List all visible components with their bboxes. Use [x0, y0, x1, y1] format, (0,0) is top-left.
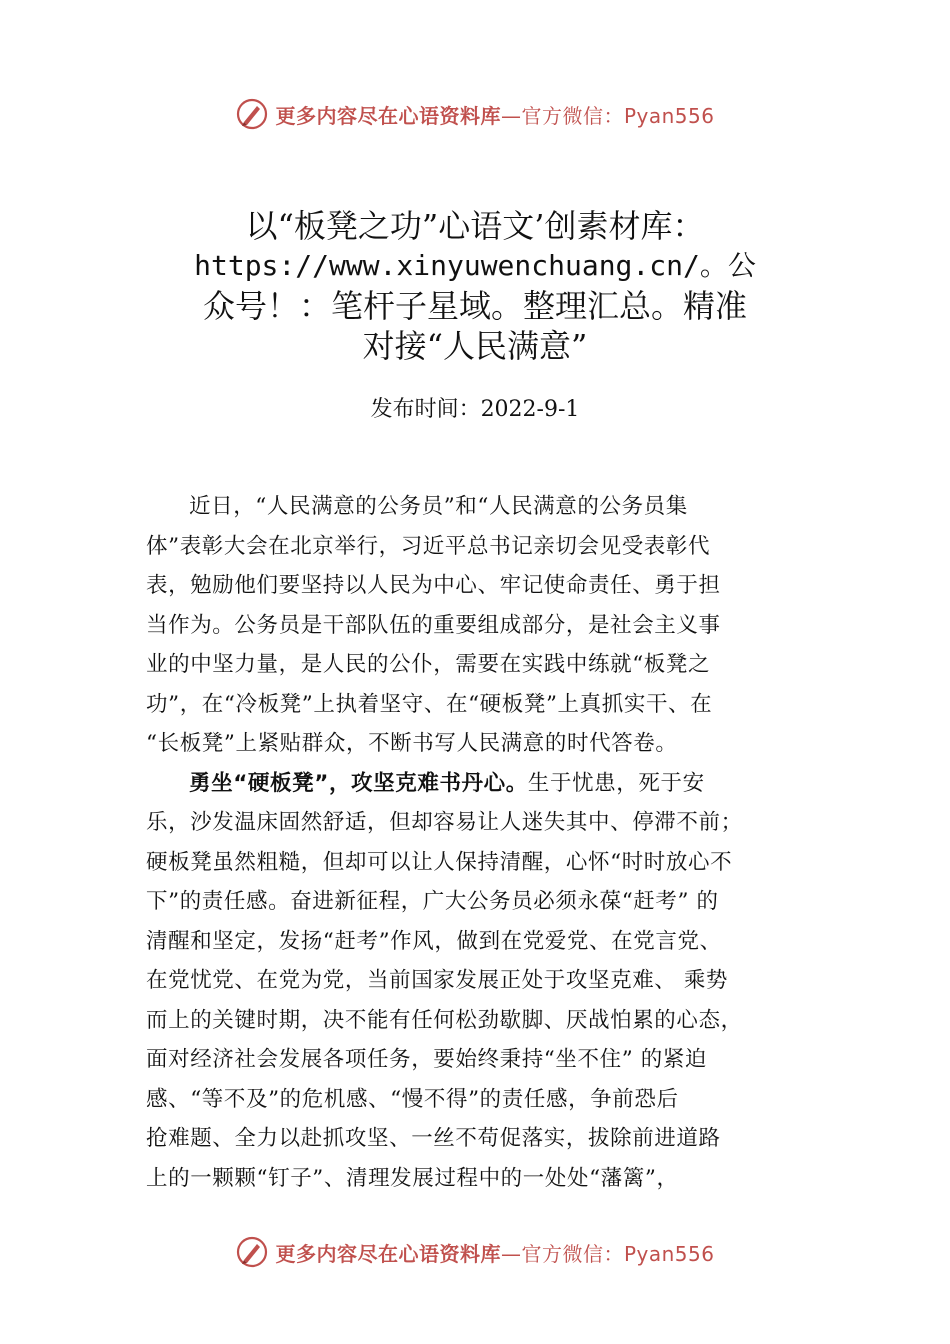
paragraph-2-line: 在党忧党、在党为党，当前国家发展正处于攻坚克难、 乘势 — [146, 968, 729, 993]
footer-banner — [0, 1230, 950, 1274]
paragraph-2-line: 而上的关键时期，决不能有任何松劲歇脚、厌战怕累的心态， — [146, 1007, 743, 1033]
paragraph-2-first-rest: 生于忧患，死于安 — [527, 770, 705, 796]
paragraph-1-line: 业的中坚力量，是人民的公仆，需要在实践中练就“板凳之 — [146, 652, 711, 677]
paragraph-1-line: 体”表彰大会在北京举行，习近平总书记亲切会见受表彰代 — [146, 533, 711, 559]
paragraph-2-line: 硬板凳虽然粗糙，但却可以让人保持清醒，心怀“时时放心不 — [146, 849, 733, 875]
title-line-4: 对接“人民满意” — [362, 327, 588, 365]
pen-logo-icon — [235, 97, 269, 131]
title-line-3: 众号！：笔杆子星域。整理汇总。精准 — [202, 287, 747, 325]
banner-text — [275, 100, 714, 129]
paragraph-1-line: 当作为。公务员是干部队伍的重要组成部分，是社会主义事 — [146, 612, 721, 638]
paragraph-2-line: 抢难题、全力以赴抓攻坚、一丝不苟促落实，拔除前进道路 — [146, 1126, 721, 1151]
document-title — [150, 206, 800, 366]
paragraph-2-first-line — [146, 764, 822, 804]
banner-library-name: 更多内容尽在心语资料库 — [275, 103, 501, 128]
paragraph-2-line: 乐，沙发温床固然舒适，但却容易让人迷失其中、停滞不前； — [146, 810, 743, 835]
title-line-2: https://www.xinyuwenchuang.cn/。公 — [194, 249, 756, 282]
header-banner — [0, 92, 950, 136]
paragraph-1-line: 表，勉励他们要坚持以人民为中心、牢记使命责任、勇于担 — [146, 573, 721, 598]
banner-text — [275, 1238, 714, 1267]
title-line-1: 以“板凳之功”心语文’创素材库： — [245, 207, 705, 245]
paragraph-1-line: 近日，“人民满意的公务员”和“人民满意的公务员集 — [189, 494, 688, 519]
paragraph-1-line: “长板凳”上紧贴群众，不断书写人民满意的时代答卷。 — [146, 731, 678, 756]
publish-date: 发布时间：2022-9-1 — [370, 397, 580, 422]
paragraph-2-line: 下”的责任感。奋进新征程，广大公务员必须永葆“赶考” 的 — [146, 889, 719, 914]
banner-library-name: 更多内容尽在心语资料库 — [275, 1241, 501, 1266]
section-heading: 勇坐“硬板凳”，攻坚克难书丹心。 — [189, 770, 528, 796]
banner-wechat: —官方微信：Pyan556 — [500, 103, 715, 128]
paragraph-2-line: 上的一颗颗“钉子”、清理发展过程中的一处处“藩篱”， — [146, 1165, 679, 1191]
paragraph-2-line: 感、“等不及”的危机感、“慢不得”的责任感，争前恐后 — [146, 1086, 679, 1112]
paragraph-2-line: 清醒和坚定，发扬“赶考”作风，做到在党爱党、在党言党、 — [146, 928, 722, 954]
article-body — [146, 487, 822, 1198]
pen-logo-icon — [235, 1235, 269, 1269]
paragraph-1-line: 功”，在“冷板凳”上执着坚守、在“硬板凳”上真抓实干、在 — [146, 691, 713, 717]
paragraph-2-line: 面对经济社会发展各项任务，要始终秉持“坐不住” 的紧迫 — [146, 1047, 708, 1072]
banner-wechat: —官方微信：Pyan556 — [500, 1241, 715, 1266]
